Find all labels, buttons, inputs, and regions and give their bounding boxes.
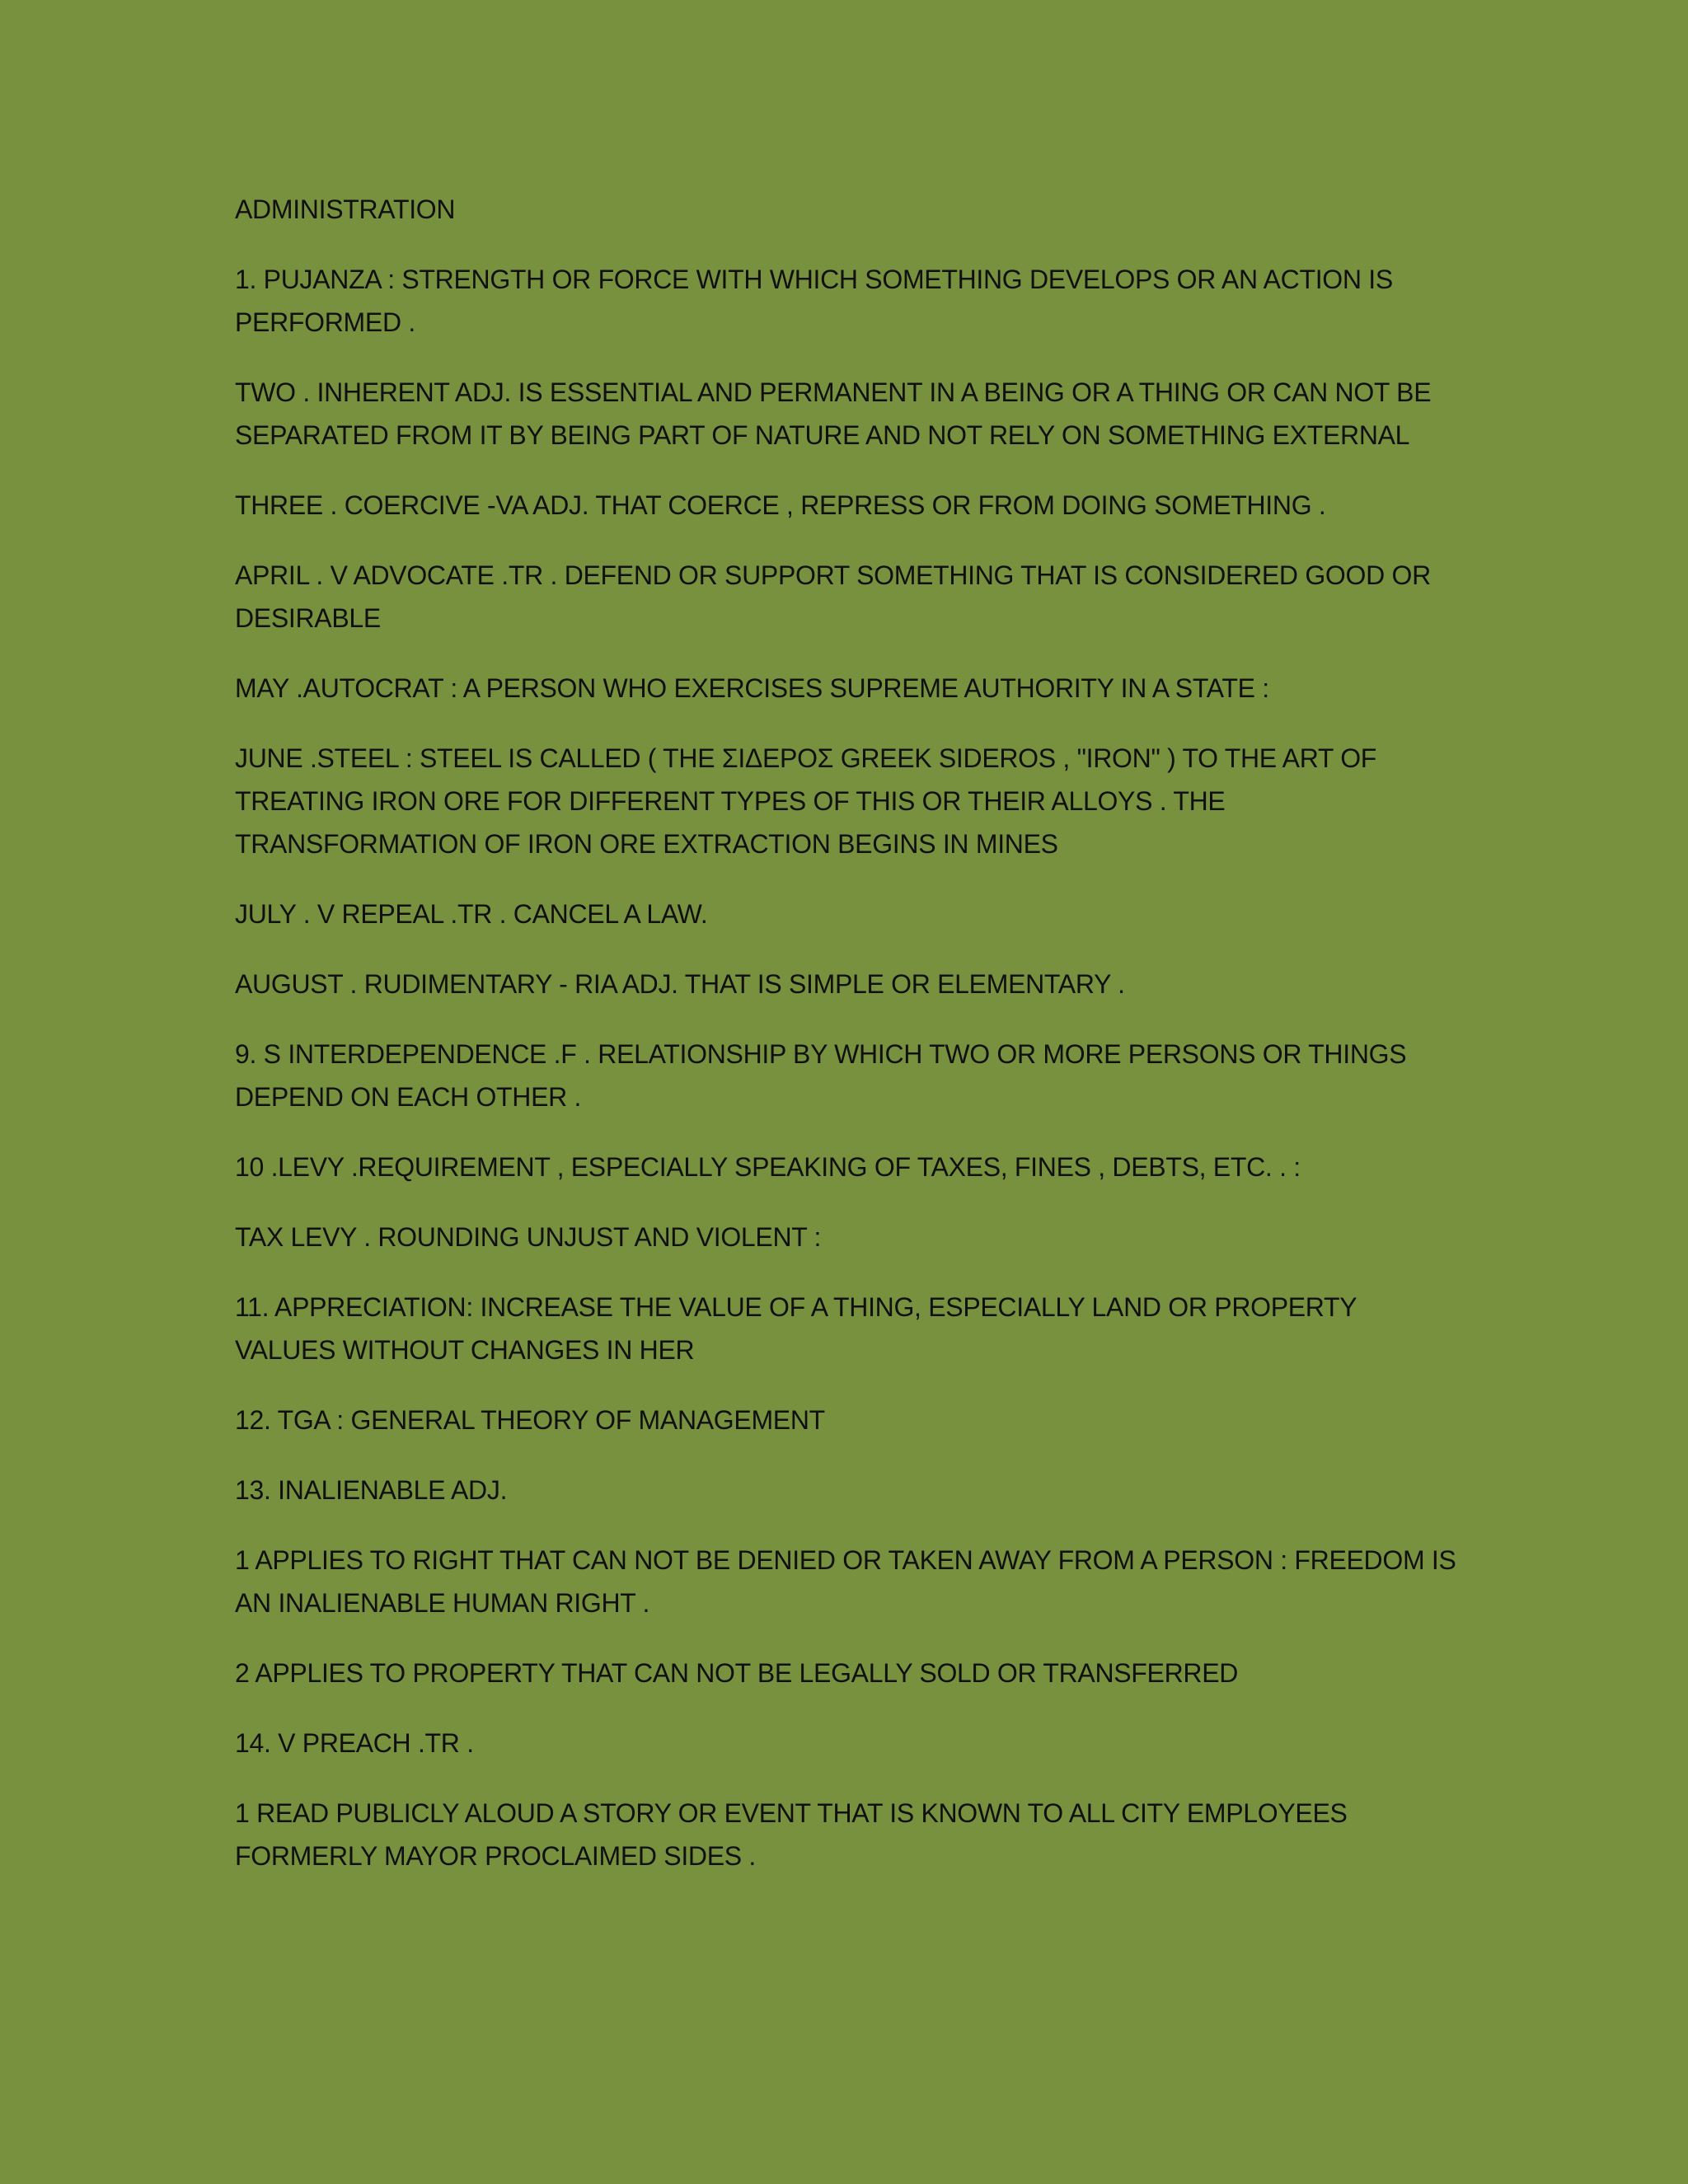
paragraph-tga: 12. TGA : GENERAL THEORY OF MANAGEMENT [235, 1405, 825, 1435]
paragraph-advocate: APRIL . V ADVOCATE .TR . DEFEND OR SUPPORT SOMETHING THAT IS CONSIDERED GOOD OR DESIRABLE [235, 560, 1431, 633]
paragraph-preach-1: 1 READ PUBLICLY ALOUD A STORY OR EVENT THAT IS KNOWN TO ALL CITY EMPLOYEES FORMERLY MAYOR PROCLAIMED SIDES . [235, 1798, 1348, 1871]
paragraph-rudimentary: AUGUST . RUDIMENTARY - RIA ADJ. THAT IS SIMPLE OR ELEMENTARY . [235, 969, 1125, 999]
paragraph-tax-levy: TAX LEVY . ROUNDING UNJUST AND VIOLENT : [235, 1222, 822, 1252]
paragraph-inalienable: 13. INALIENABLE ADJ. [235, 1475, 508, 1505]
paragraph-levy: 10 .LEVY .REQUIREMENT , ESPECIALLY SPEAKING OF TAXES, FINES , DEBTS, ETC. . : [235, 1152, 1301, 1182]
paragraph-interdependence: 9. S INTERDEPENDENCE .F . RELATIONSHIP BY WHICH TWO OR MORE PERSONS OR THINGS DEPEND ON EACH OTHER . [235, 1039, 1407, 1112]
paragraph-preach: 14. V PREACH .TR . [235, 1728, 474, 1758]
paragraph-pujanza: 1. PUJANZA : STRENGTH OR FORCE WITH WHICH SOMETHING DEVELOPS OR AN ACTION IS PERFORMED . [235, 265, 1393, 337]
paragraph-inherent: TWO . INHERENT ADJ. IS ESSENTIAL AND PERMANENT IN A BEING OR A THING OR CAN NOT BE SEPARATED FROM IT BY BEING PART OF NATURE AND NOT RELY ON SOMETHING EXTERNAL [235, 377, 1432, 450]
paragraph-repeal: JULY . V REPEAL .TR . CANCEL A LAW. [235, 899, 708, 929]
document-title: ADMINISTRATION [235, 194, 456, 224]
paragraph-steel: JUNE .STEEL : STEEL IS CALLED ( THE ΣΙΔΕΡΟΣ GREEK SIDEROS , "IRON" ) TO THE ART OF TREATING IRON ORE FOR DIFFERENT TYPES OF THIS OR THEIR ALLOYS . THE TRANSFORMATION OF IRON ORE EXTRACTION BEGINS IN MINES [235, 743, 1377, 859]
paragraph-appreciation: 11. APPRECIATION: INCREASE THE VALUE OF A THING, ESPECIALLY LAND OR PROPERTY VALUES WITHOUT CHANGES IN HER [235, 1292, 1357, 1365]
paragraph-inalienable-2: 2 APPLIES TO PROPERTY THAT CAN NOT BE LEGALLY SOLD OR TRANSFERRED [235, 1658, 1239, 1688]
paragraph-autocrat: MAY .AUTOCRAT : A PERSON WHO EXERCISES SUPREME AUTHORITY IN A STATE : [235, 673, 1269, 703]
paragraph-coercive: THREE . COERCIVE -VA ADJ. THAT COERCE , REPRESS OR FROM DOING SOMETHING . [235, 490, 1326, 520]
paragraph-inalienable-1: 1 APPLIES TO RIGHT THAT CAN NOT BE DENIED OR TAKEN AWAY FROM A PERSON : FREEDOM IS AN INALIENABLE HUMAN RIGHT . [235, 1545, 1456, 1618]
document-body [235, 188, 1457, 1877]
